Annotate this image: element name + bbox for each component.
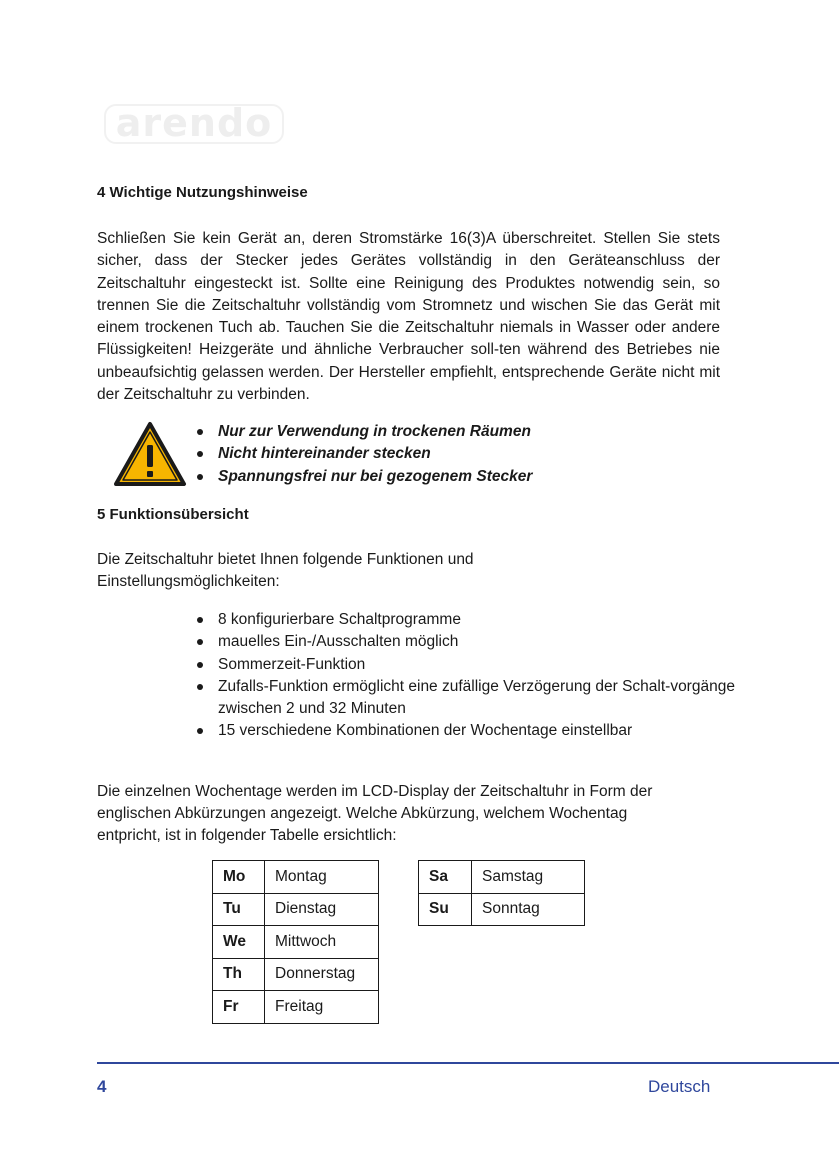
function-item: mauelles Ein-/Ausschalten möglich — [195, 631, 735, 653]
function-item: Sommerzeit-Funktion — [195, 654, 735, 676]
usage-notes-paragraph: Schließen Sie kein Gerät an, deren Stromstärke 16(3)A überschreitet. Stellen Sie stets sicher, dass der Stecker jedes Gerätes vollständig in den Geräteanschluss der Zeitschaltuhr eingesteckt ist. Sollte eine Reinigung des Produktes notwendig sein, so trennen Sie die Zeitschaltuhr vollständig vom Stromnetz und wischen Sie das Gerät mit einem trockenen Tuch ab. Tauchen Sie die Zeitschaltuhr niemals in Wasser oder andere Flüssigkeiten! Heizgeräte und ähnliche Verbraucher soll-ten während des Betriebes nie unbeaufsichtig gelassen werden. Der Hersteller empfiehlt, entsprechende Geräte nicht mit der Zeitschaltuhr zu verbinden. — [97, 230, 720, 404]
warning-item: Spannungsfrei nur bei gezogenem Stecker — [195, 466, 532, 488]
footer-language: Deutsch — [648, 1077, 711, 1096]
day-abbreviation: Mo — [213, 861, 265, 894]
day-name: Montag — [265, 861, 379, 894]
day-name: Dienstag — [265, 893, 379, 926]
table-row — [213, 958, 379, 991]
section-5-heading: 5 Funktionsübersicht — [97, 506, 249, 523]
day-abbreviation: Th — [213, 958, 265, 991]
table-row — [419, 893, 585, 926]
footer-divider — [97, 1062, 839, 1064]
day-name: Freitag — [265, 991, 379, 1024]
day-abbreviation: Fr — [213, 991, 265, 1024]
function-item: 8 konfigurierbare Schaltprogramme — [195, 609, 735, 631]
functions-intro-line: Einstellungsmöglichkeiten: — [97, 573, 280, 590]
day-name: Samstag — [472, 861, 585, 894]
day-abbreviation: Tu — [213, 893, 265, 926]
day-abbreviation: Su — [419, 893, 472, 926]
warning-item: Nicht hintereinander stecken — [195, 443, 532, 465]
table-row — [419, 861, 585, 894]
function-list — [195, 609, 735, 743]
warning-item: Nur zur Verwendung in trockenen Räumen — [195, 421, 532, 443]
section-4-heading: 4 Wichtige Nutzungshinweise — [97, 184, 308, 201]
day-name: Mittwoch — [265, 926, 379, 959]
function-item: 15 verschiedene Kombinationen der Wochentage einstellbar — [195, 720, 735, 742]
warning-triangle-icon — [113, 421, 187, 487]
weekday-table-left — [212, 860, 379, 1024]
day-name: Sonntag — [472, 893, 585, 926]
table-row — [213, 991, 379, 1024]
table-row — [213, 926, 379, 959]
weekday-intro-line: Die einzelnen Wochentage werden im LCD-Display der Zeitschaltuhr in Form der — [97, 783, 653, 800]
brand-logo: arendo — [104, 104, 284, 144]
functions-intro-line: Die Zeitschaltuhr bietet Ihnen folgende Funktionen und — [97, 551, 474, 568]
page-number: 4 — [97, 1077, 107, 1096]
table-row — [213, 893, 379, 926]
weekday-table-right — [418, 860, 585, 926]
day-abbreviation: We — [213, 926, 265, 959]
weekday-intro-line: englischen Abkürzungen angezeigt. Welche Abkürzung, welchem Wochentag — [97, 805, 628, 822]
table-row — [213, 861, 379, 894]
function-item: Zufalls-Funktion ermöglicht eine zufällige Verzögerung der Schalt-vorgänge zwischen 2 und 32 Minuten — [195, 676, 735, 721]
day-abbreviation: Sa — [419, 861, 472, 894]
day-name: Donnerstag — [265, 958, 379, 991]
warning-list — [195, 421, 532, 488]
weekday-intro-line: entpricht, ist in folgender Tabelle ersichtlich: — [97, 827, 397, 844]
